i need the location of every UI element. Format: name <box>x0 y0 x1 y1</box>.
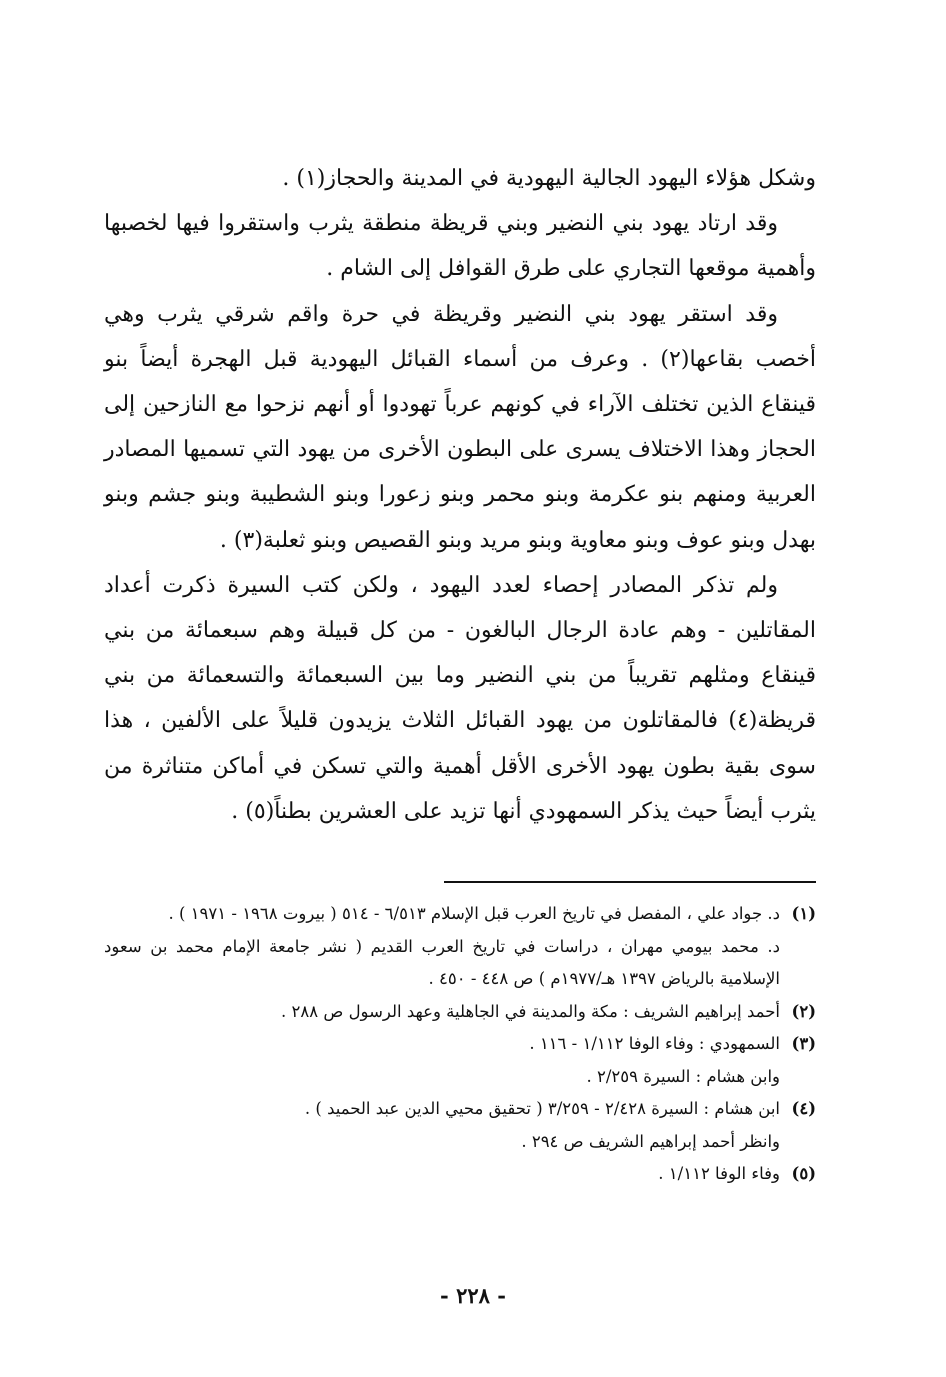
paragraph-2: وقد ارتاد يهود بني النضير وبني قريظة منطقة يثرب واستقروا فيها لخصبها وأهمية موقعها التجاري على طرق القوافل إلى الشام . <box>104 211 816 282</box>
footnote-number: (٢) <box>791 1001 816 1021</box>
footnote-3-continued <box>104 1061 816 1094</box>
footnote-1-continued <box>104 931 816 996</box>
footnote-2 <box>104 996 816 1029</box>
footnote-number: (١) <box>791 904 816 923</box>
footnote-3 <box>104 1028 816 1061</box>
footnote-text: وابن هشام : السيرة ٢/٢٥٩ . <box>586 1066 780 1086</box>
footnote-number: (٤) <box>791 1099 816 1118</box>
footnote-separator <box>444 881 816 883</box>
footnote-text: السمهودي : وفاء الوفا ١/١١٢ - ١١٦ . <box>529 1034 780 1053</box>
footnote-5 <box>104 1158 816 1191</box>
paragraph-3: وقد استقر يهود بني النضير وقريظة في حرة واقم شرقي يثرب وهي أخصب بقاعها(٢) . وعرف من أسماء القبائل اليهودية قبل الهجرة أيضاً بنو قينقاع الذين تختلف الآراء في كونهم عرباً تهودوا أو أنهم نزحوا مع النازحين إلى الحجاز وهذا الاختلاف يسرى على البطون الأخرى من يهود التي تسميها المصادر العربية ومنهم بنو عكرمة وبنو محمر وبنو زعورا وبنو الشطيبة وبنو جشم وبنو بهدل وبنو عوف وبنو معاوية وبنو مريد وبنو القصيص وبنو ثعلبة(٣) . <box>104 301 816 553</box>
footnote-4-continued <box>104 1126 816 1159</box>
footnote-text: ابن هشام : السيرة ٢/٤٢٨ - ٣/٢٥٩ ( تحقيق محيي الدين عبد الحميد ) . <box>304 1099 780 1118</box>
page-number: - ٢٢٨ - <box>440 1283 506 1308</box>
footnote-4 <box>104 1093 816 1126</box>
footnote-number: (٥) <box>791 1164 816 1183</box>
paragraph-4: ولم تذكر المصادر إحصاء لعدد اليهود ، ولكن كتب السيرة ذكرت أعداد المقاتلين - وهم عادة الرجال البالغون - من كل قبيلة وهم سبعمائة من بني قينقاع ومثلهم تقريباً من بني النضير وما بين السبعمائة والتسعمائة من بني قريظة(٤) فالمقاتلون من يهود القبائل الثلاث يزيدون قليلاً على الألفين ، هذا سوى بقية بطون يهود الأخرى الأقل أهمية والتي تسكن في أماكن متناثرة من يثرب أيضاً حيث يذكر السمهودي أنها تزيد على العشرين بطناً(٥) . <box>104 572 816 824</box>
footnote-text: د. محمد بيومي مهران ، دراسات في تاريخ العرب القديم ( نشر جامعة الإمام محمد بن سعود الإسلامية بالرياض ١٣٩٧ هـ/١٩٧٧م ) ص ٤٤٨ - ٤٥٠ . <box>104 936 780 988</box>
footnote-text: وفاء الوفا ١/١١٢ . <box>658 1164 780 1183</box>
footnote-text: د. جواد علي ، المفصل في تاريخ العرب قبل الإسلام ٦/٥١٣ - ٥١٤ ( بيروت ١٩٦٨ - ١٩٧١ ) . <box>168 904 780 923</box>
main-text <box>104 156 816 834</box>
footnote-number: (٣) <box>791 1034 816 1053</box>
footnotes <box>104 898 816 1191</box>
footnote-text: وانظر أحمد إبراهيم الشريف ص ٢٩٤ . <box>521 1131 780 1151</box>
paragraph-1: وشكل هؤلاء اليهود الجالية اليهودية في المدينة والحجاز(١) . <box>282 166 816 191</box>
footnote-1 <box>104 898 816 931</box>
footnote-text: أحمد إبراهيم الشريف : مكة والمدينة في الجاهلية وعهد الرسول ص ٢٨٨ . <box>281 1001 780 1021</box>
